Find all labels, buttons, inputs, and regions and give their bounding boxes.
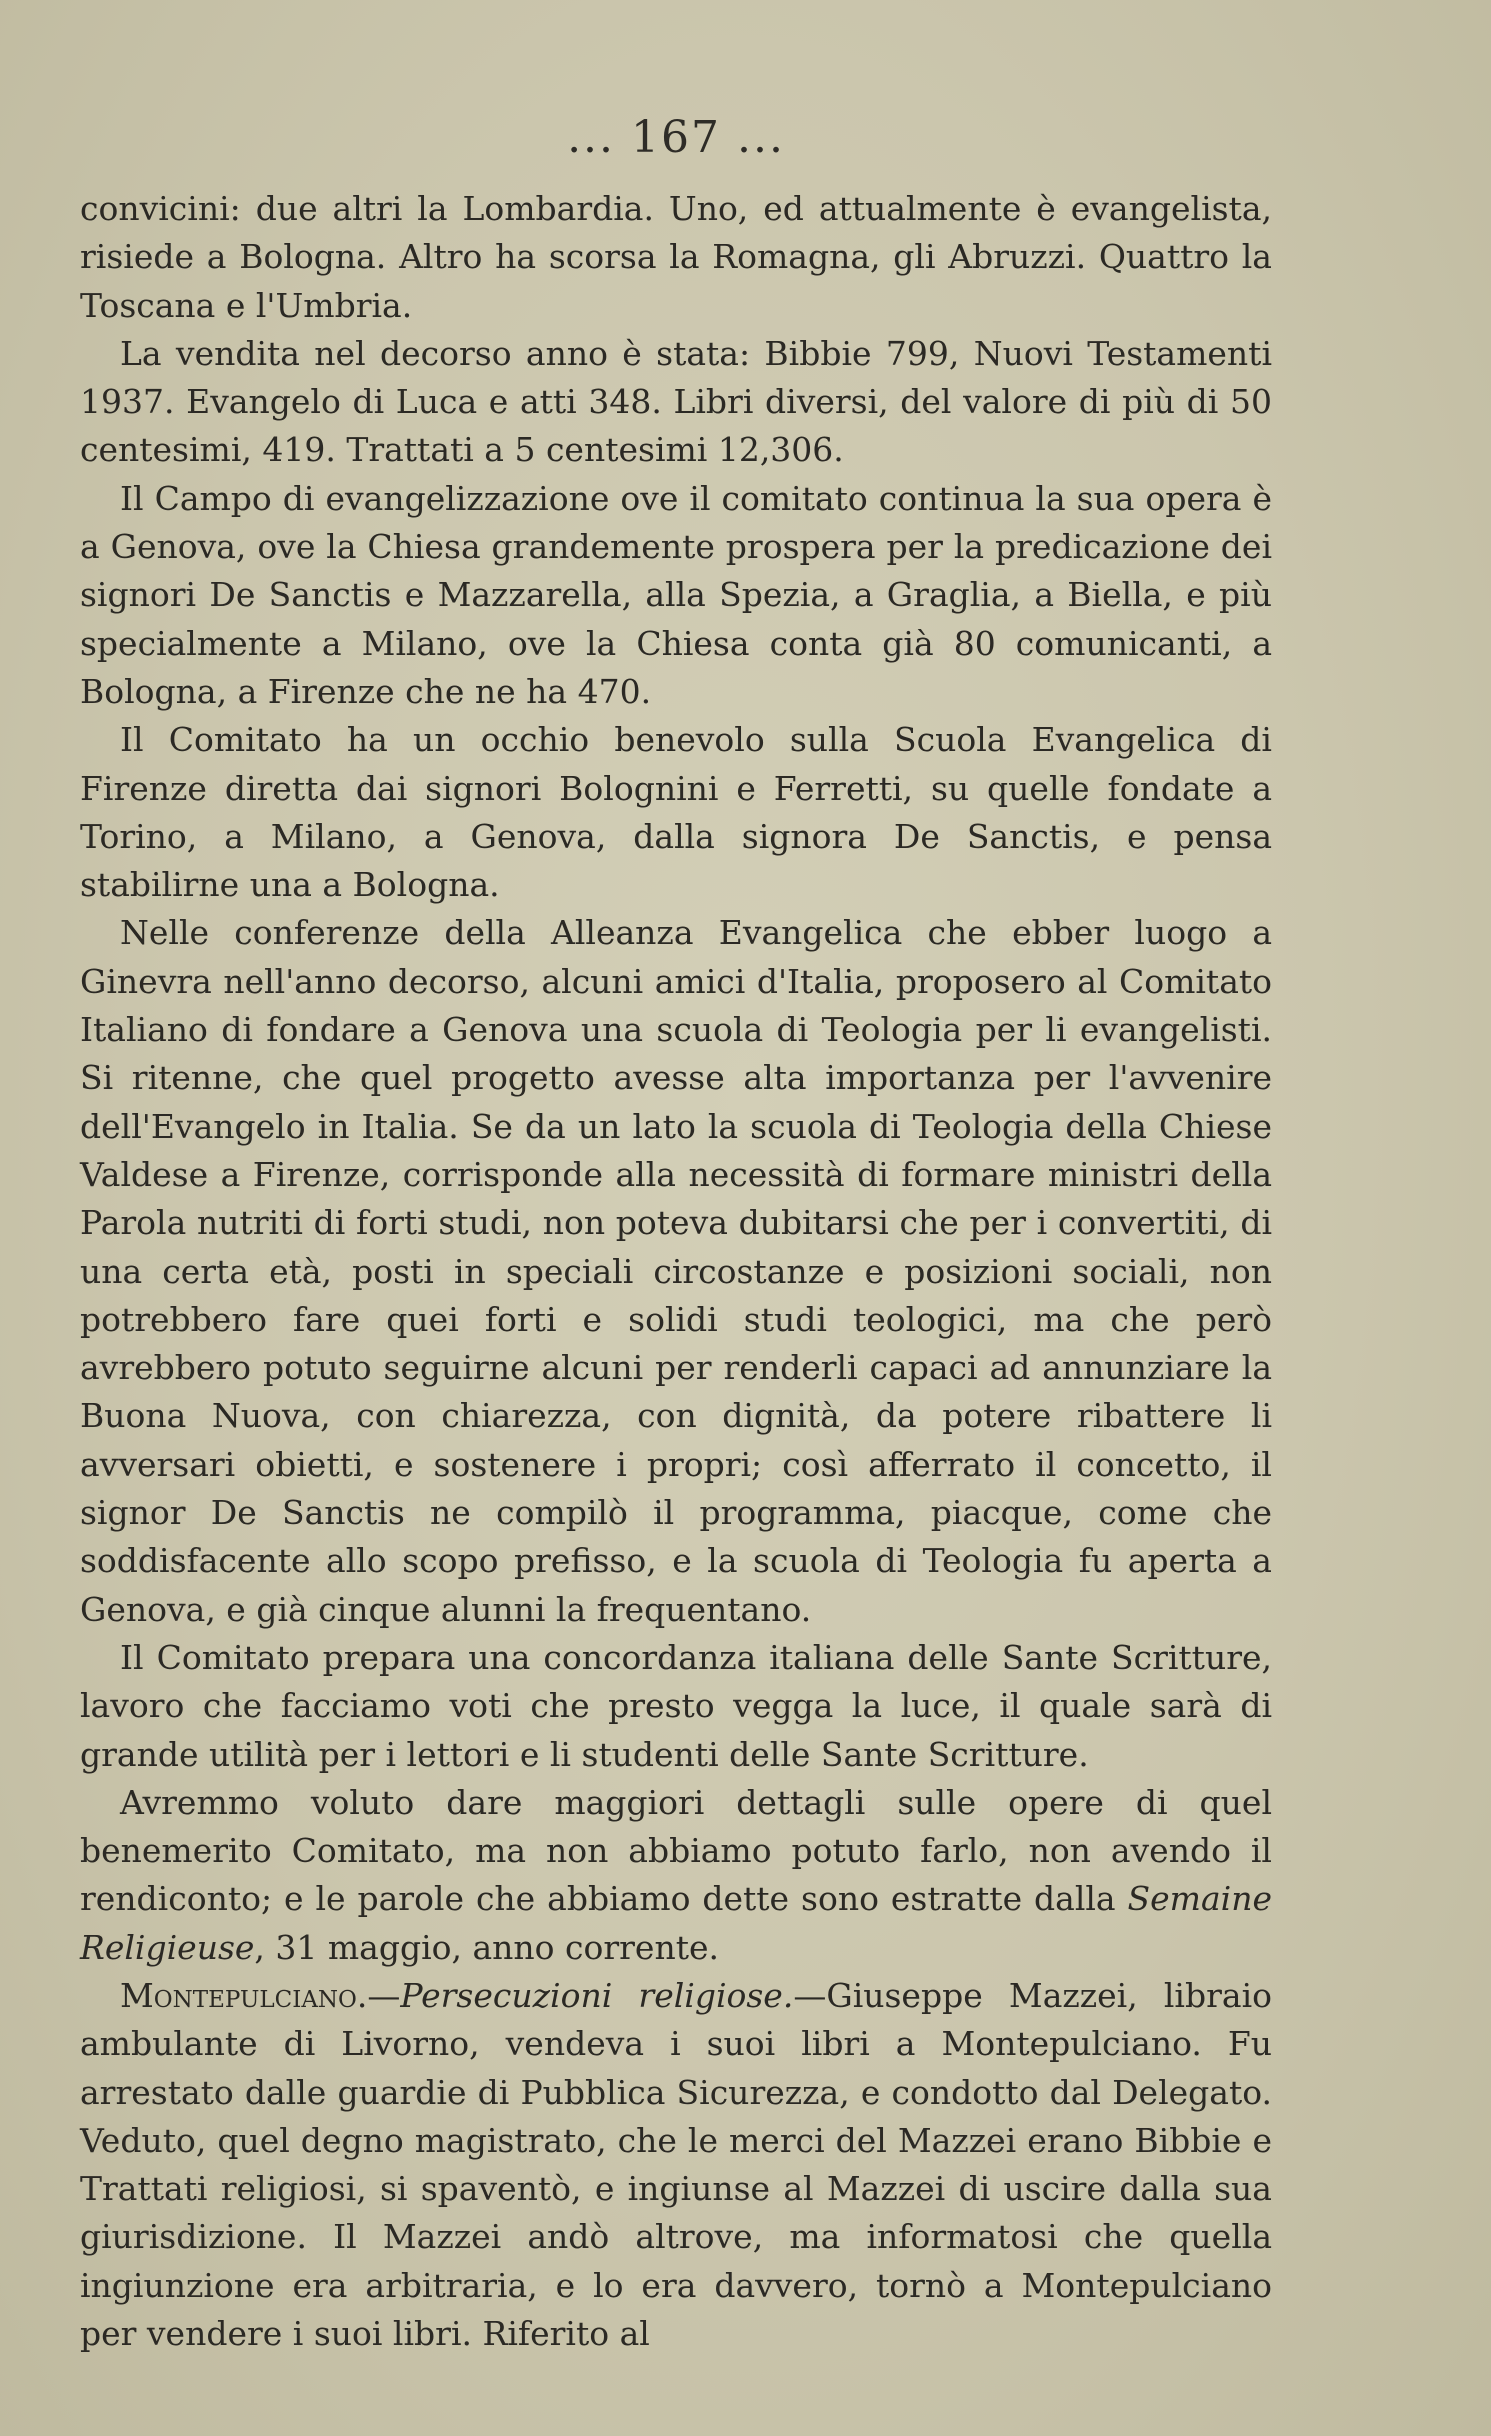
- paragraph-8: [80, 1972, 1272, 2358]
- dash-2: —: [793, 1975, 827, 2015]
- paragraph-7: [80, 1779, 1272, 1972]
- journal-title: Semaine Religieuse: [80, 1879, 1272, 1967]
- paragraph-5: Nelle conferenze della Alleanza Evangelica che ebber luogo a Ginevra nell'anno decorso, alcuni amici d'Italia, proposero al Comitato Italiano di fondare a Genova una scuola di Teologia per li evangelisti. Si ritenne, che quel progetto avesse alta importanza per l'avvenire dell'Evangelo in Italia. Se da un lato la scuola di Teologia della Chiese Valdese a Firenze, corrisponde alla necessità di formare ministri della Parola nutriti di forti studi, non poteva dubitarsi che per i convertiti, di una certa età, posti in speciali circostanze e posizioni sociali, non potrebbero fare quei forti e solidi studi teologici, ma che però avrebbero potuto seguirne alcuni per renderli capaci ad annunziare la Buona Nuova, con chiarezza, con dignità, da potere ribattere li avversari obietti, e sostenere i propri; così afferrato il concetto, il signor De Sanctis ne compilò il programma, piacque, come che soddisfacente allo scopo prefisso, e la scuola di Teologia fu aperta a Genova, e già cinque alunni la frequentano.: [80, 913, 1272, 1629]
- dash-1: —: [367, 1975, 401, 2015]
- page-number: ... 167 ...: [567, 112, 785, 163]
- paragraph-7-text-after: , 31 maggio, anno corrente.: [254, 1927, 719, 1967]
- paragraph-8-text: Giuseppe Mazzei, libraio ambulante di Livorno, vendeva i suoi libri a Montepulciano. Fu arrestato dalle guardie di Pubblica Sicurezza, e condotto dal Delegato. Veduto, quel degno magistrato, che le merci del Mazzei erano Bibbie e Trattati religiosi, si spaventò, e ingiunse al Mazzei di uscire dalla sua giurisdizione. Il Mazzei andò altrove, ma informatosi che quella ingiunzione era arbitraria, e lo era davvero, tornò a Montepulciano per vendere i suoi libri. Riferito al: [80, 1975, 1272, 2354]
- paragraph-6: Il Comitato prepara una concordanza italiana delle Sante Scritture, lavoro che facciamo voti che presto vegga la luce, il quale sarà di grande utilità per i lettori e li studenti delle Sante Scritture.: [80, 1637, 1272, 1774]
- paragraph-4: Il Comitato ha un occhio benevolo sulla Scuola Evangelica di Firenze diretta dai signori Bolognini e Ferretti, su quelle fondate a Torino, a Milano, a Genova, dalla signora De Sanctis, e pensa stabilirne una a Bologna.: [80, 720, 1272, 905]
- place-heading: Montepulciano.: [120, 1975, 368, 2015]
- paragraph-3: Il Campo di evangelizzazione ove il comitato continua la sua opera è a Genova, ove la Chiesa grandemente prospera per la predicazione dei signori De Sanctis e Mazzarella, alla Spezia, a Graglia, a Biella, e più specialmente a Milano, ove la Chiesa conta già 80 comunicanti, a Bologna, a Firenze che ne ha 470.: [80, 478, 1272, 711]
- paragraph-2: La vendita nel decorso anno è stata: Bibbie 799, Nuovi Testamenti 1937. Evangelo di Luca e atti 348. Libri diversi, del valore di più di 50 centesimi, 419. Trattati a 5 centesimi 12,306.: [80, 333, 1272, 470]
- section-subject: Persecuzioni religiose.: [400, 1975, 794, 2015]
- paragraph-1: convicini: due altri la Lombardia. Uno, ed attualmente è evangelista, risiede a Bologna. Altro ha scorsa la Romagna, gli Abruzzi. Quattro la Toscana e l'Umbria.: [80, 189, 1272, 325]
- book-page: [80, 112, 1272, 2358]
- paragraph-7-text-before: Avremmo voluto dare maggiori dettagli sulle opere di quel benemerito Comitato, ma non abbiamo potuto farlo, non avendo il rendiconto; e le parole che abbiamo dette sono estratte dalla: [80, 1782, 1272, 1919]
